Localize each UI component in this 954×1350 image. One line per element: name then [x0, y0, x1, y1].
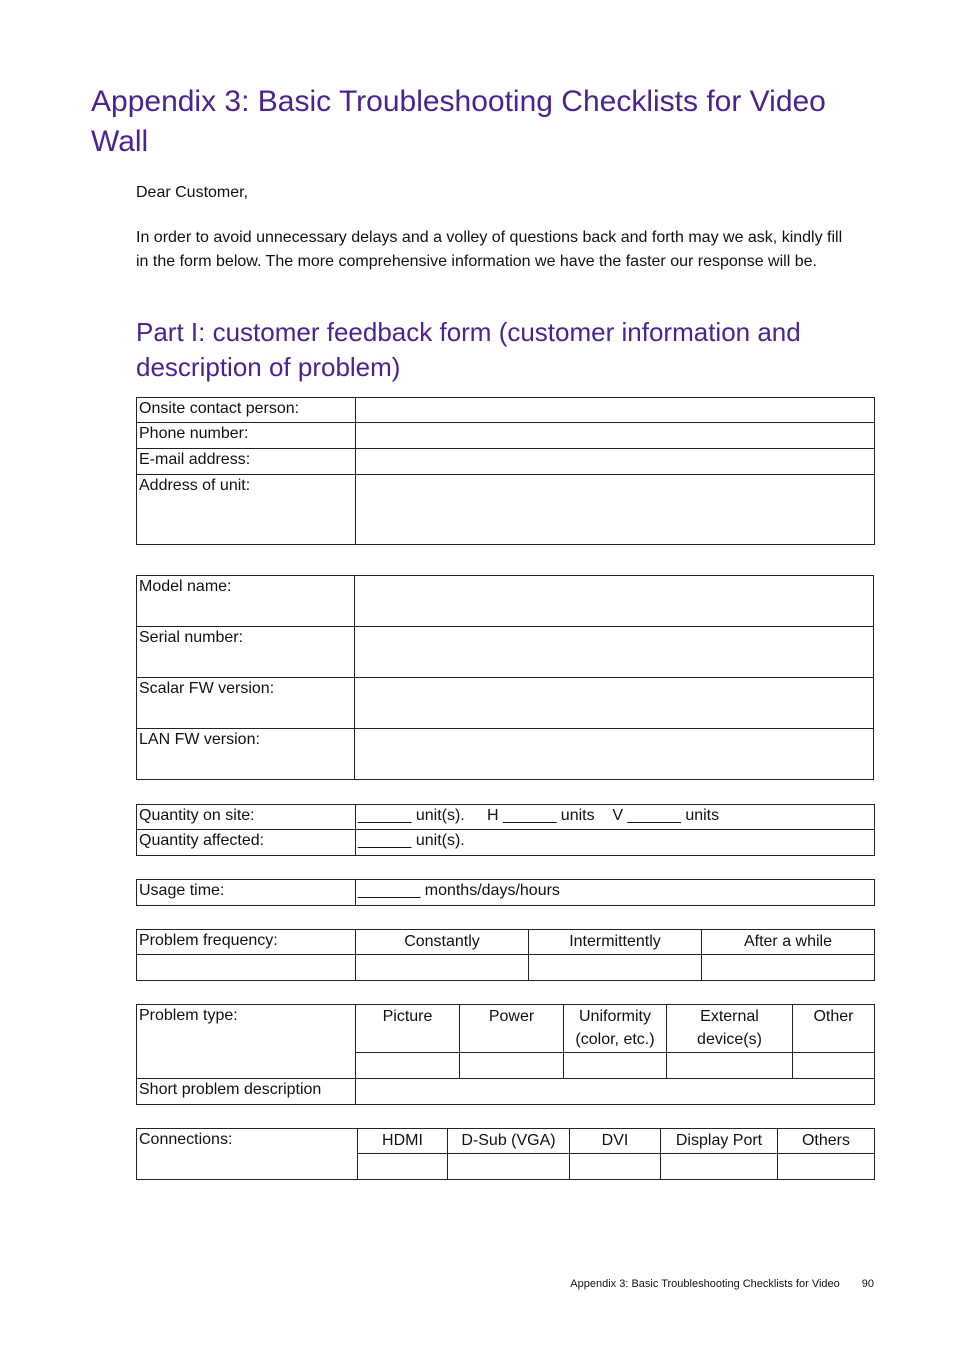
address-field[interactable] [356, 475, 875, 545]
frequency-intermittently: Intermittently [529, 930, 702, 955]
connection-hdmi: HDMI [358, 1129, 448, 1154]
problem-type-power-checkbox[interactable] [460, 1053, 564, 1079]
intro-paragraph: In order to avoid unnecessary delays and a volley of questions back and forth may we ask, kindly fill in the form below. The more comprehensive information we have the faster our response will be. [136, 229, 843, 270]
quantity-affected-label: Quantity affected: [137, 830, 356, 856]
connection-dvi: DVI [570, 1129, 661, 1154]
usage-time-field[interactable]: _______ months/days/hours [356, 880, 875, 906]
connection-display-port: Display Port [661, 1129, 778, 1154]
problem-type-power: Power [460, 1005, 564, 1053]
problem-type-picture: Picture [356, 1005, 460, 1053]
problem-type-table [136, 1004, 875, 1105]
model-name-label: Model name: [137, 576, 355, 627]
connection-dsub-vga: D-Sub (VGA) [448, 1129, 570, 1154]
connections-label: Connections: [137, 1129, 358, 1180]
connections-table [136, 1128, 875, 1180]
lan-fw-field[interactable] [355, 729, 874, 780]
connection-dvi-checkbox[interactable] [570, 1154, 661, 1180]
quantity-on-site-label: Quantity on site: [137, 805, 356, 830]
address-label: Address of unit: [137, 475, 356, 545]
scalar-fw-label: Scalar FW version: [137, 678, 355, 729]
greeting: Dear Customer, [136, 184, 249, 201]
problem-type-uniformity: Uniformity (color, etc.) [564, 1005, 667, 1053]
frequency-constantly-checkbox[interactable] [356, 955, 529, 981]
unit-info-table [136, 575, 874, 780]
short-description-label: Short problem description [137, 1079, 356, 1105]
scalar-fw-field[interactable] [355, 678, 874, 729]
section-title: Part I: customer feedback form (customer information and description of problem) [136, 317, 801, 382]
page-title: Appendix 3: Basic Troubleshooting Checklists for Video Wall [91, 85, 826, 158]
page-footer [570, 1278, 874, 1290]
quantity-on-site-field[interactable]: ______ unit(s). H ______ units V ______ units [356, 805, 875, 830]
frequency-intermittently-checkbox[interactable] [529, 955, 702, 981]
connection-hdmi-checkbox[interactable] [358, 1154, 448, 1180]
usage-time-label: Usage time: [137, 880, 356, 906]
frequency-table [136, 929, 875, 981]
frequency-after-a-while-checkbox[interactable] [702, 955, 875, 981]
frequency-constantly: Constantly [356, 930, 529, 955]
frequency-blank-cell [137, 955, 356, 981]
problem-type-external-device-checkbox[interactable] [667, 1053, 793, 1079]
problem-type-other-checkbox[interactable] [793, 1053, 875, 1079]
page-number: 90 [861, 1278, 874, 1290]
onsite-contact-label: Onsite contact person: [137, 398, 356, 423]
connection-display-port-checkbox[interactable] [661, 1154, 778, 1180]
onsite-contact-field[interactable] [356, 398, 875, 423]
usage-table [136, 879, 875, 906]
email-label: E-mail address: [137, 449, 356, 475]
phone-label: Phone number: [137, 423, 356, 449]
short-description-field[interactable] [356, 1079, 875, 1105]
lan-fw-label: LAN FW version: [137, 729, 355, 780]
connection-others: Others [778, 1129, 875, 1154]
phone-field[interactable] [356, 423, 875, 449]
contact-table [136, 397, 875, 545]
frequency-after-a-while: After a while [702, 930, 875, 955]
serial-number-label: Serial number: [137, 627, 355, 678]
footer-text: Appendix 3: Basic Troubleshooting Checklists for Video [570, 1278, 840, 1290]
serial-number-field[interactable] [355, 627, 874, 678]
connection-others-checkbox[interactable] [778, 1154, 875, 1180]
email-field[interactable] [356, 449, 875, 475]
quantity-affected-field[interactable]: ______ unit(s). [356, 830, 875, 856]
model-name-field[interactable] [355, 576, 874, 627]
problem-type-picture-checkbox[interactable] [356, 1053, 460, 1079]
problem-type-external-device: External device(s) [667, 1005, 793, 1053]
connection-dsub-vga-checkbox[interactable] [448, 1154, 570, 1180]
problem-type-label: Problem type: [137, 1005, 356, 1079]
quantity-table [136, 804, 875, 856]
frequency-label: Problem frequency: [137, 930, 356, 955]
problem-type-uniformity-checkbox[interactable] [564, 1053, 667, 1079]
problem-type-other: Other [793, 1005, 875, 1053]
